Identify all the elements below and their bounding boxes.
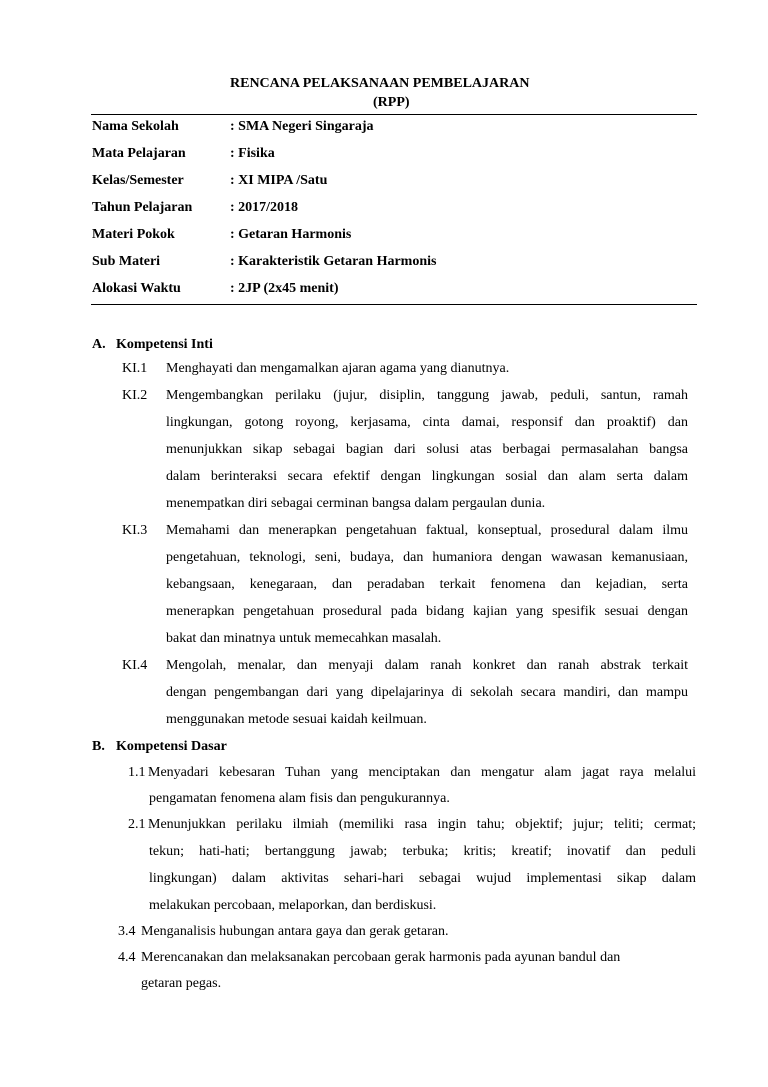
kd-code: 3.4 bbox=[118, 924, 136, 939]
info-label: Nama Sekolah bbox=[92, 119, 179, 134]
ki-text-line: menerapkan pengetahuan prosedural pada bidang kajian yang spesifik sesuai dengan bbox=[166, 604, 688, 619]
info-value: : SMA Negeri Singaraja bbox=[230, 119, 374, 134]
ki-code: KI.2 bbox=[122, 388, 148, 403]
info-value: : Fisika bbox=[230, 146, 275, 161]
ki-code: KI.1 bbox=[122, 361, 148, 376]
kd-text-line: pengamatan fenomena alam fisis dan pengukurannya. bbox=[149, 791, 450, 806]
section-a-heading bbox=[92, 337, 213, 353]
ki-text-line: pengetahuan, teknologi, seni, budaya, dan humaniora dengan wawasan kemanusiaan, bbox=[166, 550, 688, 565]
kd-text-line: Merencanakan dan melaksanakan percobaan gerak harmonis pada ayunan bandul dan bbox=[141, 950, 621, 965]
section-letter: A. bbox=[92, 337, 106, 352]
ki-text-line: Mengembangkan perilaku (jujur, disiplin, tanggung jawab, peduli, santun, ramah bbox=[166, 388, 688, 403]
info-label: Kelas/Semester bbox=[92, 173, 184, 188]
ki-text-line: Mengolah, menalar, dan menyaji dalam ranah konkret dan ranah abstrak terkait bbox=[166, 658, 688, 673]
kd-text-line: Menyadari kebesaran Tuhan yang menciptakan dan mengatur alam jagat raya melalui bbox=[148, 765, 696, 780]
kd-text-line: lingkungan) dalam aktivitas sehari-hari sebagai wujud implementasi sikap dalam bbox=[149, 871, 696, 886]
info-label: Tahun Pelajaran bbox=[92, 200, 193, 215]
ki-text-line: menempatkan diri sebagai cerminan bangsa dalam pergaulan dunia. bbox=[166, 496, 546, 511]
ki-text-line: menunjukkan sikap sebagai bagian dari solusi atas berbagai permasalahan bangsa bbox=[166, 442, 688, 457]
info-value: : Karakteristik Getaran Harmonis bbox=[230, 254, 437, 269]
info-label: Materi Pokok bbox=[92, 227, 175, 242]
kd-text-line: Menunjukkan perilaku ilmiah (memiliki rasa ingin tahu; objektif; jujur; teliti; cermat; bbox=[148, 817, 696, 832]
section-b-heading bbox=[92, 739, 227, 755]
kd-code: 4.4 bbox=[118, 950, 136, 965]
bottom-rule bbox=[91, 304, 697, 305]
info-value: : 2JP (2x45 menit) bbox=[230, 281, 339, 296]
section-title: Kompetensi Dasar bbox=[116, 739, 227, 754]
top-rule bbox=[91, 114, 697, 115]
section-title: Kompetensi Inti bbox=[116, 337, 213, 352]
section-letter: B. bbox=[92, 739, 105, 754]
document-title: RENCANA PELAKSANAAN PEMBELAJARAN bbox=[230, 76, 530, 91]
ki-code: KI.4 bbox=[122, 658, 148, 673]
ki-text-line: Menghayati dan mengamalkan ajaran agama yang dianutnya. bbox=[166, 361, 510, 376]
kd-text-line: Menganalisis hubungan antara gaya dan gerak getaran. bbox=[141, 924, 449, 939]
ki-text-line: dalam berinteraksi secara efektif dengan lingkungan sosial dan alam serta dalam bbox=[166, 469, 688, 484]
ki-text-line: kebangsaan, kenegaraan, dan peradaban terkait fenomena dan kejadian, serta bbox=[166, 577, 688, 592]
info-value: : Getaran Harmonis bbox=[230, 227, 352, 242]
kd-text-line: melakukan percobaan, melaporkan, dan berdiskusi. bbox=[149, 898, 437, 913]
ki-text-line: menggunakan metode sesuai kaidah keilmuan. bbox=[166, 712, 427, 727]
kd-text-line: tekun; hati-hati; bertanggung jawab; terbuka; kritis; kreatif; inovatif dan peduli bbox=[149, 844, 696, 859]
info-label: Mata Pelajaran bbox=[92, 146, 186, 161]
ki-text-line: bakat dan minatnya untuk memecahkan masalah. bbox=[166, 631, 442, 646]
info-label: Alokasi Waktu bbox=[92, 281, 181, 296]
info-value: : 2017/2018 bbox=[230, 200, 299, 215]
kd-code: 2.1 bbox=[128, 817, 146, 832]
document-subtitle: (RPP) bbox=[373, 95, 410, 110]
ki-text-line: lingkungan, gotong royong, kerjasama, cinta damai, responsif dan proaktif) dan bbox=[166, 415, 688, 430]
ki-text-line: Memahami dan menerapkan pengetahuan faktual, konseptual, prosedural dalam ilmu bbox=[166, 523, 688, 538]
kd-code: 1.1 bbox=[128, 765, 146, 780]
info-value: : XI MIPA /Satu bbox=[230, 173, 328, 188]
kd-text-line: getaran pegas. bbox=[141, 976, 222, 991]
ki-code: KI.3 bbox=[122, 523, 148, 538]
ki-text-line: dengan pengembangan dari yang dipelajarinya di sekolah secara mandiri, dan mampu bbox=[166, 685, 688, 700]
info-label: Sub Materi bbox=[92, 254, 161, 269]
